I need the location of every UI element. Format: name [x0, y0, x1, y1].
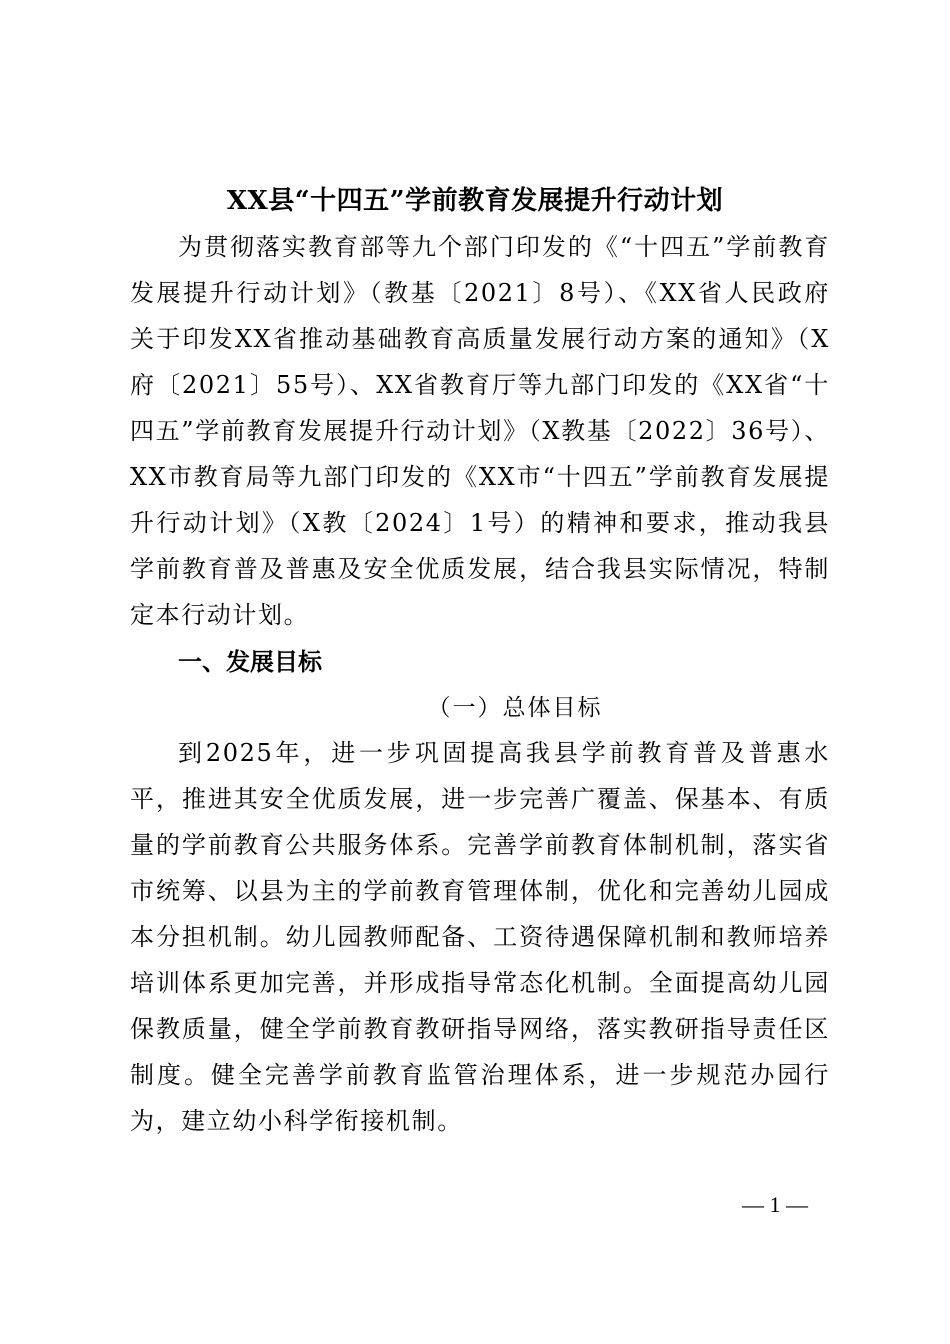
section-heading: 一、发展目标	[178, 648, 322, 676]
document-title: XX县“十四五”学前教育发展提升行动计划	[226, 186, 724, 216]
goal-paragraph: 到2025年，进一步巩固提高我县学前教育普及普惠水平，推进其安全优质发展，进一步完善广覆盖、保基本、有质量的学前教育公共服务体系。完善学前教育体制机制，落实省市统筹、以县为主的学前教育管理体制，优化和完善幼儿园成本分担机制。幼儿园教师配备、工资待遇保障机制和教师培养培训体系更加完善，并形成指导常态化机制。全面提高幼儿园保教质量，健全学前教育教研指导网络，落实教研指导责任区制度。健全完善学前教育监管治理体系，进一步规范办园行为，建立幼小科学衔接机制。	[130, 739, 830, 1135]
subsection-heading: （一）总体目标	[427, 695, 603, 721]
intro-paragraph: 为贯彻落实教育部等九个部门印发的《“十四五”学前教育发展提升行动计划》（教基〔2021〕8号）、《XX省人民政府关于印发XX省推动基础教育高质量发展行动方案的通知》（X府〔2021〕55号）、XX省教育厅等九部门印发的《XX省“十四五”学前教育发展提升行动计划》（X教基〔2022〕36号）、XX市教育局等九部门印发的《XX市“十四五”学前教育发展提升行动计划》（X教〔2024〕1号）的精神和要求，推动我县学前教育普及普惠及安全优质发展，结合我县实际情况，特制定本行动计划。	[130, 233, 830, 629]
page-number: — 1 —	[742, 1192, 808, 1217]
